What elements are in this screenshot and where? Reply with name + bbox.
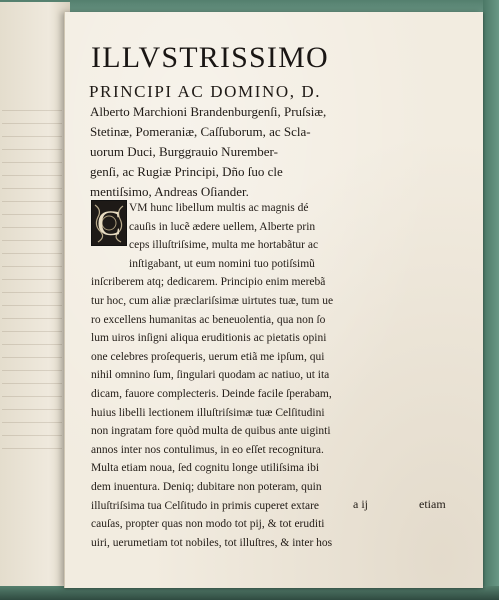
body-line: VM hunc libellum multis ac magnis dé xyxy=(129,202,309,214)
dedication-line: mentiſsimo, Andreas Oſiander. xyxy=(90,184,249,199)
dedication-line: genſi, ac Rugiæ Principi, Dño ſuo cle xyxy=(90,164,283,179)
body-line: lum uiros inſigni aliqua eruditionis ac pietatis opini xyxy=(91,332,327,345)
body-line: huius libelli lectionem illuſtriſsimæ tuæ Celſitudini xyxy=(91,406,325,419)
body-line: dem inuentura. Deniq; dubitare non poteram, quin xyxy=(91,480,322,493)
dedication-line: Alberto Marchioni Brandenburgenſi, Pruſsiæ, xyxy=(90,104,327,119)
previous-page-bleed-text xyxy=(2,98,62,458)
body-line: one celebres proſequeris, uerum etiã me ipſum, qui xyxy=(91,350,325,363)
body-line: dicam, fauore complecteris. Deinde facile ſperabam, xyxy=(91,387,332,400)
body-line: inſcriberem atq; dedicarem. Principio enim merebã xyxy=(91,276,326,289)
book-cover-bottom xyxy=(0,586,499,600)
body-line: ro excellens humanitas ac beneuolentia, qua non ſo xyxy=(91,313,326,326)
page-title: ILLVSTRISSIMO xyxy=(91,41,329,74)
previous-page xyxy=(0,2,70,600)
body-line: illuſtriſsima tua Celſitudo in primis cuperet extare xyxy=(91,499,320,512)
dedication-block xyxy=(89,82,401,202)
body-line: tur hoc, cum aliæ præclariſsimæ uirtutes tuæ, tum ue xyxy=(91,294,334,307)
body-line: inſtigabant, ut eum nomini tuo potiſsimũ xyxy=(129,257,315,270)
printed-page xyxy=(64,12,483,588)
dedication-line: uorum Duci, Burggrauio Nurember- xyxy=(90,144,278,159)
signature-mark: a ij xyxy=(353,497,368,511)
body-line: uiri, uerumetiam tot nobiles, tot illuſtres, & inter hos xyxy=(91,536,333,549)
dedication-line: PRINCIPI AC DOMINO, D. xyxy=(89,82,322,101)
catchword: etiam xyxy=(419,497,446,511)
initial-letter: C xyxy=(96,203,121,243)
body-line: cauſas, propter quas non modo tot pij, & tot eruditi xyxy=(91,518,325,531)
body-line: ceps illuſtriſsime, multa me hortabãtur ac xyxy=(129,239,319,252)
body-line: cauſis in lucẽ ædere uellem, Alberte prin xyxy=(129,220,316,233)
body-line: non ingratam fore quòd multa de quibus ante uiginti xyxy=(91,425,331,438)
book-cover-edge xyxy=(483,0,499,600)
body-line: Multa etiam noua, ſed cognitu longe utiliſsima ibi xyxy=(91,462,320,475)
body-line: nihil omnino ſum, ſingulari quodam ac natiuo, ut ita xyxy=(91,369,330,382)
body-paragraph xyxy=(91,199,446,552)
body-line: annos inter nos contulimus, in eo eſſet recognitura. xyxy=(91,443,324,456)
dedication-line: Stetinæ, Pomeraniæ, Caſſuborum, ac Scla- xyxy=(90,124,311,139)
